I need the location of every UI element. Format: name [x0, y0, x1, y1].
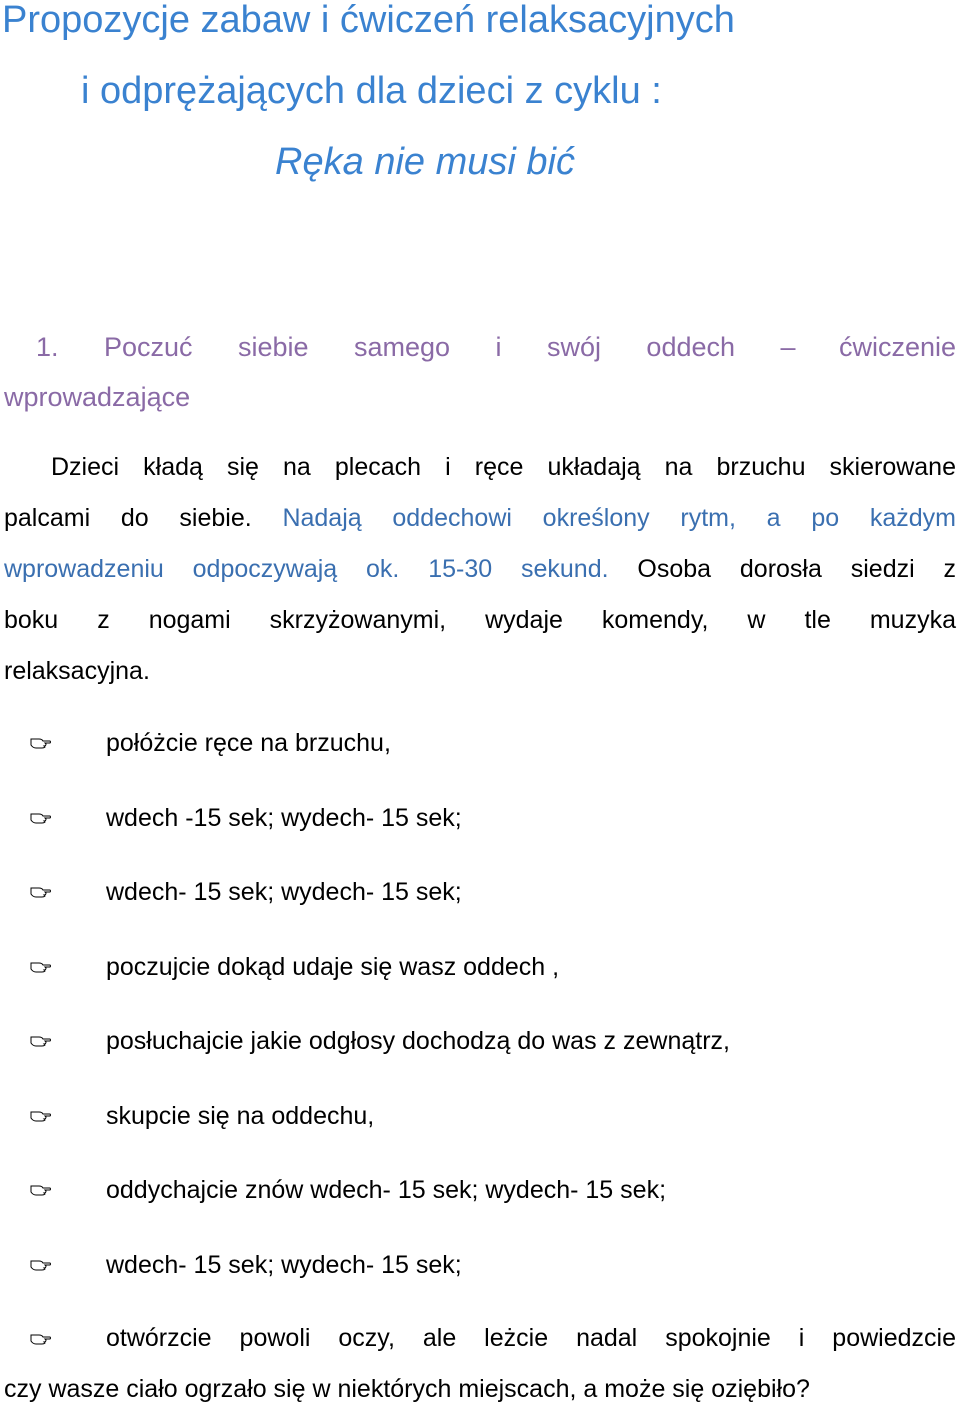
intro-line: relaksacyjna. — [4, 657, 150, 685]
list-item — [0, 1015, 960, 1090]
heading-word: ćwiczenie — [838, 332, 956, 362]
heading-word: samego — [353, 332, 451, 362]
hand-pointing-icon — [30, 1108, 52, 1122]
hand-pointing-icon — [30, 735, 52, 749]
instruction-list — [0, 717, 960, 1313]
title-line-3: Ręka nie musi bić — [275, 141, 575, 183]
title-line-2: i odprężających dla dzieci z cyklu : — [81, 70, 662, 112]
heading-word: Poczuć — [103, 332, 193, 362]
intro-line-part-accent: Nadają oddechowi określony rytm, a po każdym — [251, 504, 956, 532]
list-item-text: wdech- 15 sek; wydech- 15 sek; — [106, 1250, 462, 1279]
intro-line — [4, 493, 956, 544]
list-item-text: skupcie się na oddechu, — [106, 1101, 375, 1130]
section-heading-continuation: wprowadzające — [4, 382, 191, 412]
heading-dash: – — [780, 332, 794, 362]
heading-word: i — [495, 332, 502, 362]
intro-line — [4, 544, 956, 595]
heading-word: oddech — [646, 332, 736, 362]
list-item-text: wdech- 15 sek; wydech- 15 sek; — [106, 878, 462, 906]
list-item-text: poczujcie dokąd udaje się wasz oddech , — [106, 952, 560, 981]
intro-paragraph — [4, 442, 956, 697]
list-item-text: otwórzcie powoli oczy, ale leżcie nadal spokojnie i powiedzcie — [106, 1324, 956, 1352]
list-item-text: wdech -15 sek; wydech- 15 sek; — [106, 803, 462, 832]
list-item-text: połóżcie ręce na brzuchu, — [106, 729, 391, 757]
hand-pointing-icon — [30, 1182, 52, 1196]
list-item-text: oddychajcie znów wdech- 15 sek; wydech- 15 sek; — [106, 1176, 667, 1204]
intro-line: boku z nogami skrzyżowanymi, wydaje komendy, w tle muzyka — [4, 606, 956, 634]
heading-word: siebie — [237, 332, 309, 362]
list-item-text-continuation: czy wasze ciało ogrzało się w niektórych miejscach, a może się oziębiło? — [4, 1375, 810, 1403]
intro-line-part: palcami do siebie. — [4, 504, 252, 532]
intro-line: Dzieci kładą się na plecach i ręce układają na brzuchu skierowane — [51, 453, 956, 481]
list-item — [0, 717, 960, 792]
hand-pointing-icon — [30, 1033, 52, 1047]
list-item — [0, 1239, 960, 1314]
hand-pointing-icon — [30, 884, 52, 898]
hand-pointing-icon — [30, 810, 52, 824]
section-number: 1. — [36, 332, 59, 362]
title-line-1: Propozycje zabaw i ćwiczeń relaksacyjnych — [2, 0, 735, 41]
heading-word: swój — [546, 332, 601, 362]
section-heading-row — [4, 322, 956, 372]
list-item — [0, 1090, 960, 1165]
intro-line-part-accent: wprowadzeniu odpoczywają ok. 15-30 sekund. — [4, 555, 609, 583]
hand-pointing-icon — [30, 959, 52, 973]
intro-line-part: Osoba dorosła siedzi z — [608, 555, 956, 583]
list-item — [0, 866, 960, 941]
hand-pointing-icon — [30, 1257, 52, 1271]
list-item-text: posłuchajcie jakie odgłosy dochodzą do was z zewnątrz, — [106, 1027, 730, 1055]
section-heading — [4, 322, 956, 422]
list-item — [0, 1164, 960, 1239]
hand-pointing-icon — [30, 1331, 52, 1345]
list-item — [0, 792, 960, 867]
list-item — [0, 941, 960, 1016]
